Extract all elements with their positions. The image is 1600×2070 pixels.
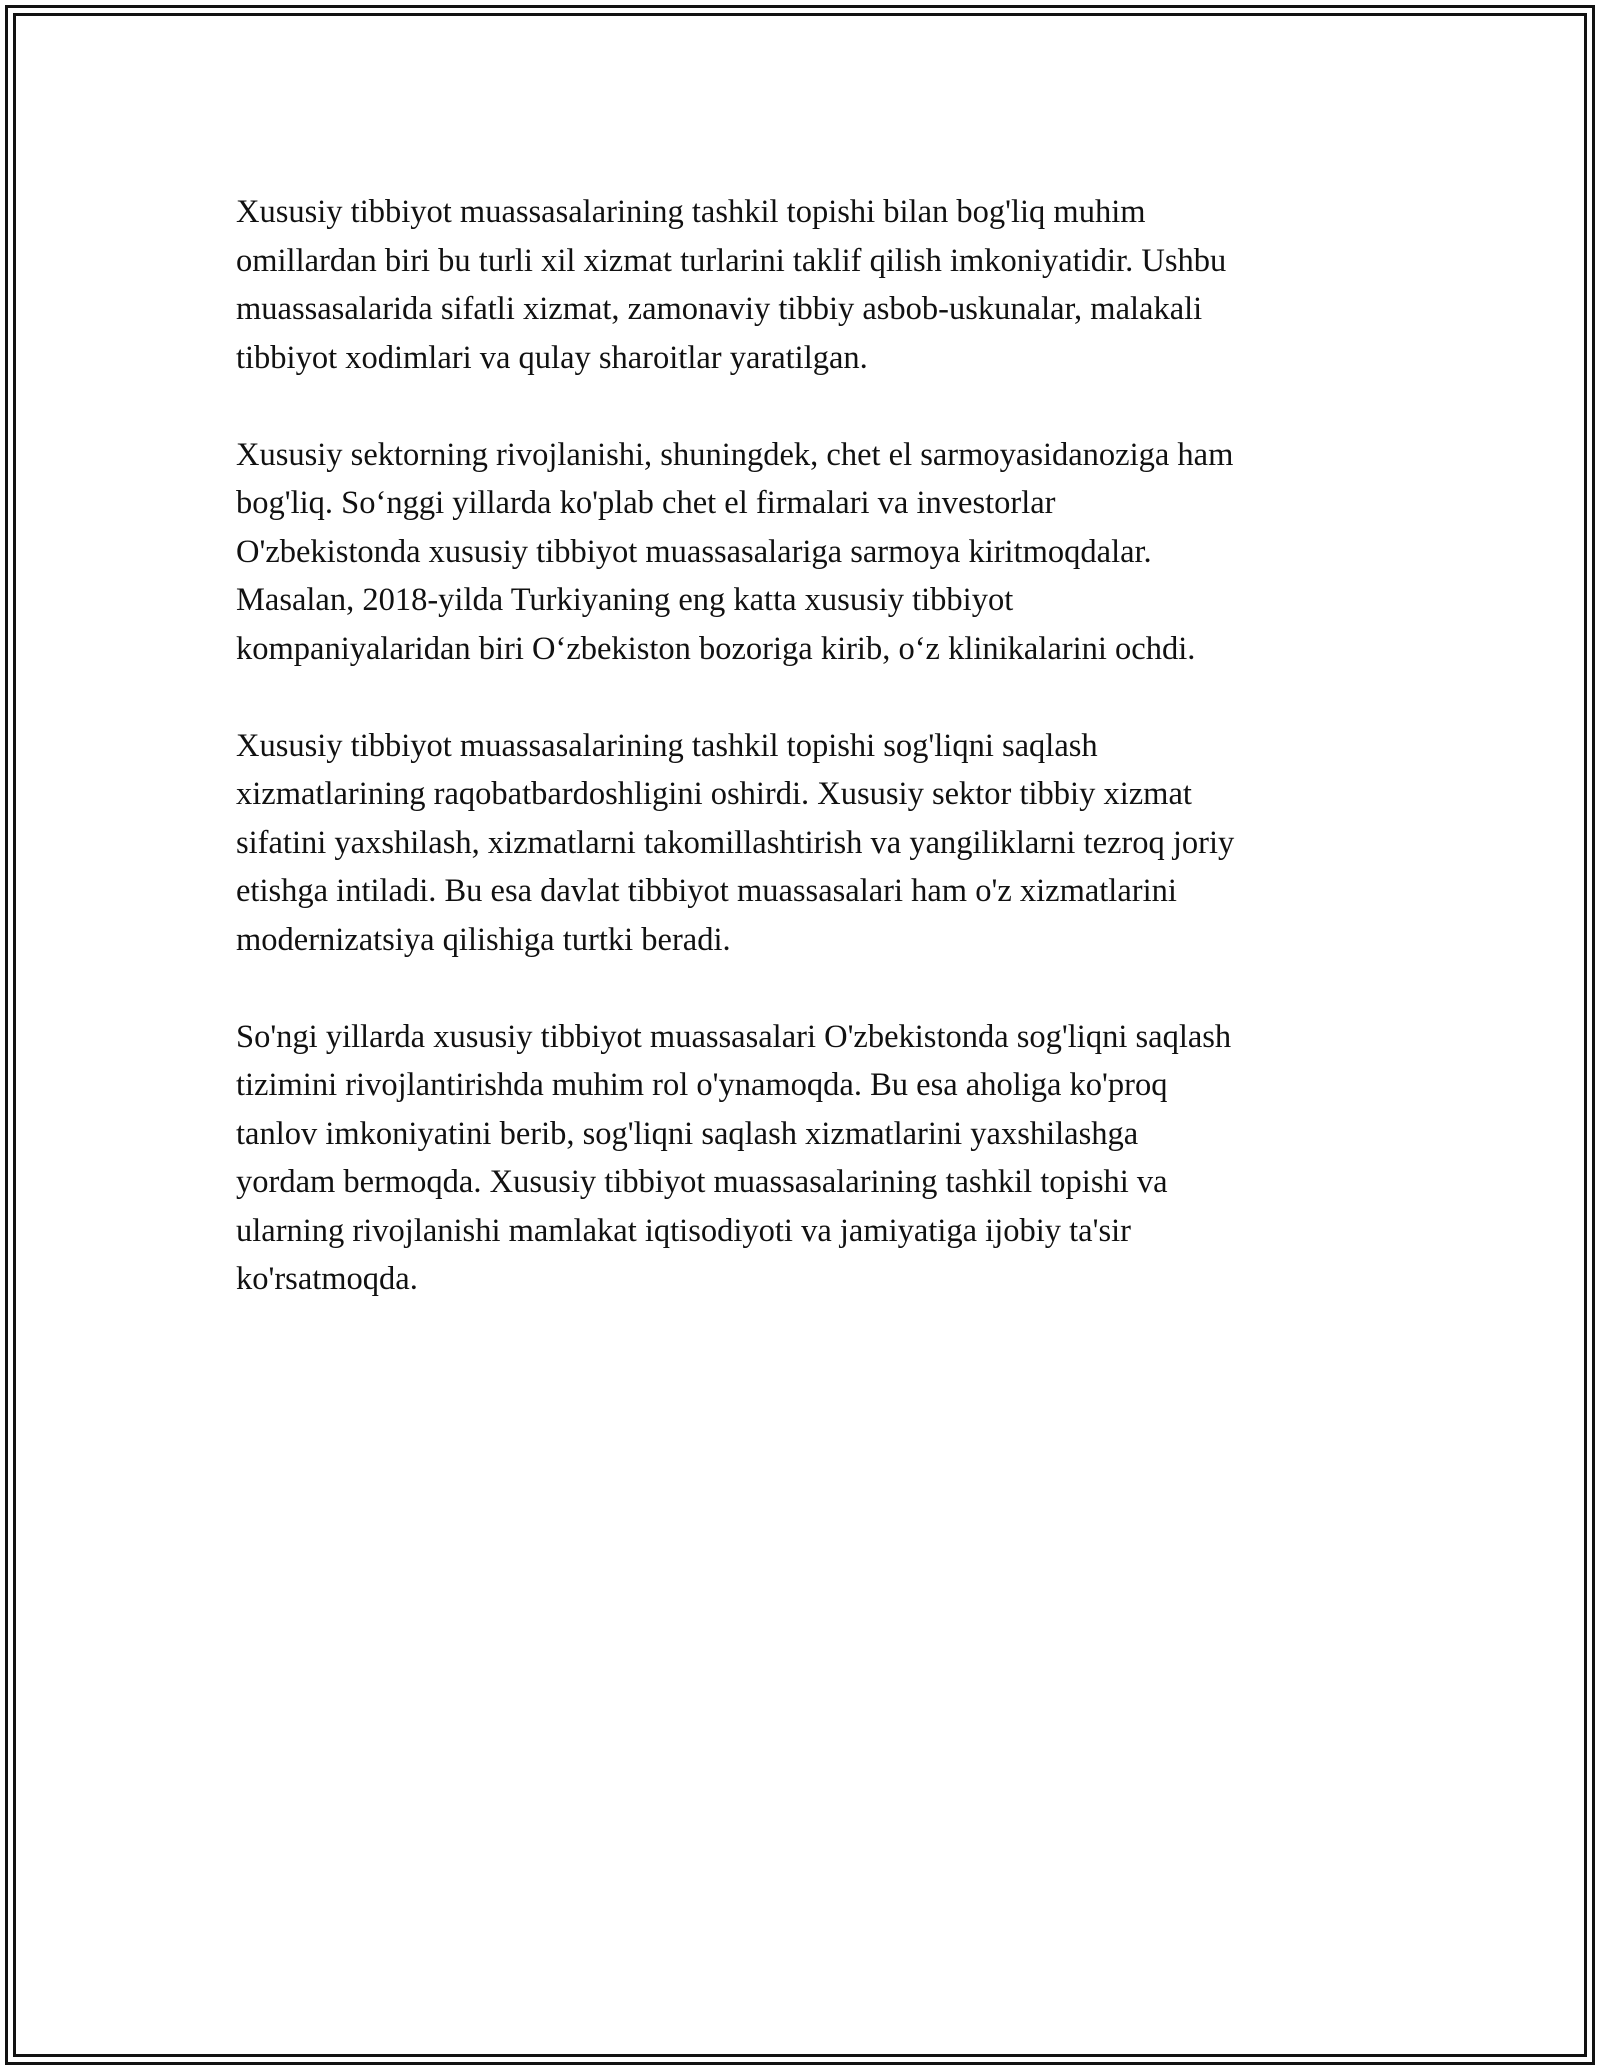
text-line: modernizatsiya qilishiga turtki beradi. <box>236 921 731 958</box>
text-line: sifatini yaxshilash, xizmatlarni takomillashtirish va yangiliklarni tezroq joriy <box>236 824 1235 861</box>
text-line: tibbiyot xodimlari va qulay sharoitlar yaratilgan. <box>236 339 868 376</box>
text-line: So'ngi yillarda xususiy tibbiyot muassasalari O'zbekistonda sog'liqni saqlash <box>236 1018 1232 1055</box>
text-line: Xususiy tibbiyot muassasalarining tashkil topishi sog'liqni saqlash <box>236 727 1098 764</box>
text-line: muassasalarida sifatli xizmat, zamonaviy tibbiy asbob-uskunalar, malakali <box>236 291 1203 327</box>
text-line: kompaniyalaridan biri O‘zbekiston bozoriga kirib, o‘z klinikalarini ochdi. <box>236 630 1196 667</box>
paragraph-2 <box>236 431 1386 674</box>
text-line: ko'rsatmoqda. <box>236 1261 418 1297</box>
text-line: Masalan, 2018-yilda Turkiyaning eng katta xususiy tibbiyot <box>236 582 1014 618</box>
text-line: Xususiy sektorning rivojlanishi, shuningdek, chet el sarmoyasidanoziga ham <box>236 436 1234 473</box>
paragraph-1 <box>236 188 1386 382</box>
text-line: omillardan biri bu turli xil xizmat turlarini taklif qilish imkoniyatidir. Ushbu <box>236 242 1227 279</box>
text-line: etishga intiladi. Bu esa davlat tibbiyot muassasalari ham o'z xizmatlarini <box>236 873 1177 909</box>
paragraph-4 <box>236 1013 1386 1304</box>
text-line: yordam bermoqda. Xususiy tibbiyot muassasalarining tashkil topishi va <box>236 1164 1168 1200</box>
text-line: ularning rivojlanishi mamlakat iqtisodiyoti va jamiyatiga ijobiy ta'sir <box>236 1212 1131 1249</box>
text-line: tizimini rivojlantirishda muhim rol o'ynamoqda. Bu esa aholiga ko'proq <box>236 1067 1168 1103</box>
text-line: bog'liq. So‘nggi yillarda ko'plab chet el firmalari va investorlar <box>236 485 1056 521</box>
document-body <box>236 188 1386 1352</box>
paragraph-3 <box>236 722 1386 965</box>
text-line: xizmatlarining raqobatbardoshligini oshirdi. Xususiy sektor tibbiy xizmat <box>236 776 1192 812</box>
text-line: O'zbekistonda xususiy tibbiyot muassasalariga sarmoya kiritmoqdalar. <box>236 533 1152 570</box>
text-line: tanlov imkoniyatini berib, sog'liqni saqlash xizmatlarini yaxshilashga <box>236 1115 1139 1152</box>
text-line: Xususiy tibbiyot muassasalarining tashkil topishi bilan bog'liq muhim <box>236 194 1146 230</box>
